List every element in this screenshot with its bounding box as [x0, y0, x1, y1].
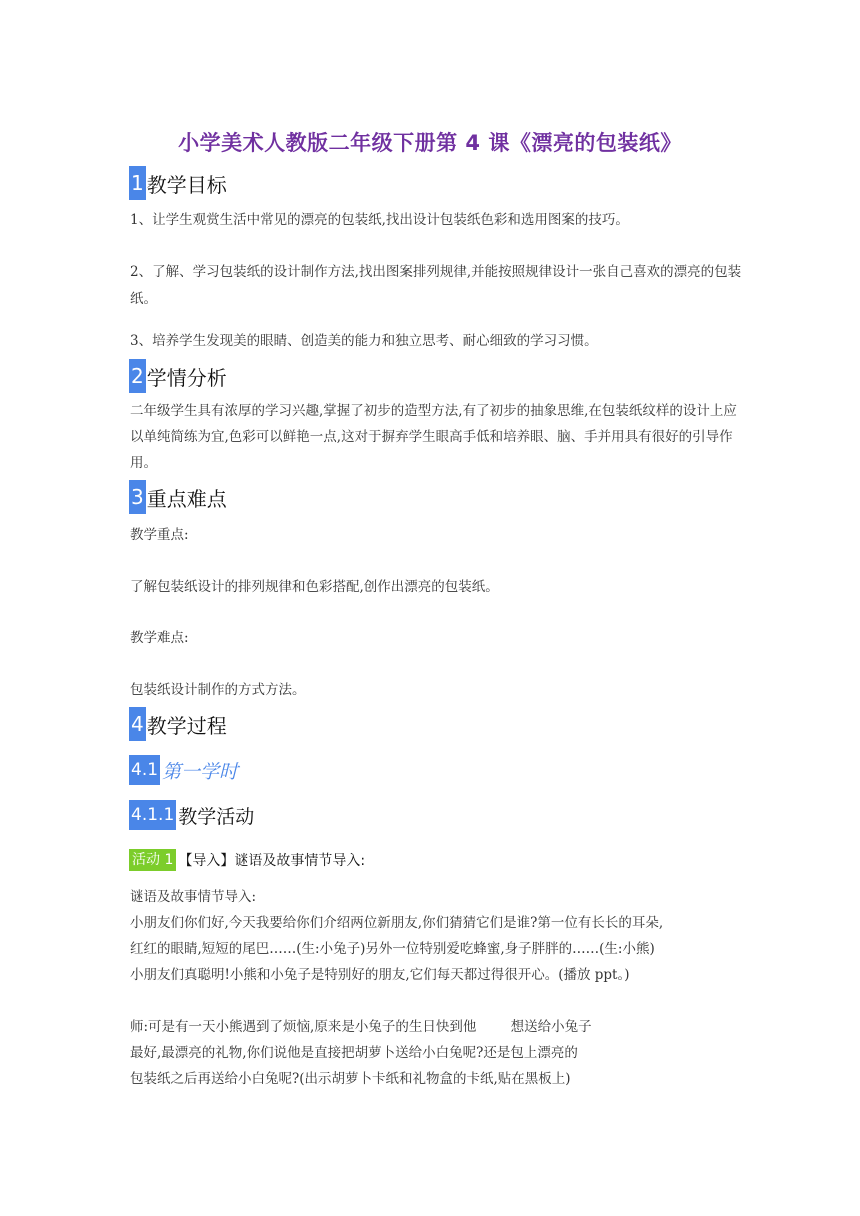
subsection-label: 第一学时 [162, 760, 239, 783]
activity-title: 【导入】谜语及故事情节导入: [178, 853, 366, 869]
goal-item-3: 3、培养学生发现美的眼睛、创造美的能力和独立思考、耐心细致的学习习惯。 [130, 333, 598, 349]
section-number: 1 [129, 166, 146, 200]
section-heading-analysis [129, 359, 227, 393]
story-line: 最好,最漂亮的礼物,你们说他是直接把胡萝卜送给小白兔呢?还是包上漂亮的 [130, 1045, 578, 1061]
subsection-heading-first-lesson [129, 755, 238, 785]
section-number: 2 [129, 359, 146, 393]
goal-item-2: 2、了解、学习包装纸的设计制作方法,找出图案排列规律,并能按照规律设计一张自己喜欢的漂亮的包装纸。 [130, 264, 742, 307]
section-label: 教学目标 [146, 172, 227, 197]
intro-line: 谜语及故事情节导入: [130, 889, 257, 905]
goal-item-1: 1、让学生观赏生活中常见的漂亮的包装纸,找出设计包装纸色彩和选用图案的技巧。 [130, 212, 629, 228]
section-number: 3 [129, 480, 146, 514]
section-label: 教学过程 [146, 713, 227, 738]
analysis-paragraph: 二年级学生具有浓厚的学习兴趣,掌握了初步的造型方法,有了初步的抽象思维,在包装纸纹样的设计上应以单纯简练为宜,色彩可以鲜艳一点,这对于摒弃学生眼高手低和培养眼、脑、手并用具有很好的引导作用。 [130, 403, 737, 471]
story-line: 师:可是有一天小熊遇到了烦恼,原来是小兔子的生日快到他 想送给小兔子 [130, 1019, 592, 1035]
story-line: 包装纸之后再送给小白兔呢?(出示胡萝卜卡纸和礼物盒的卡纸,贴在黑板上) [130, 1071, 571, 1087]
subsection-label: 教学活动 [178, 805, 255, 828]
subsection-number: 4.1 [129, 755, 160, 785]
subsection-number: 4.1.1 [129, 800, 176, 830]
section-label: 重点难点 [146, 486, 227, 511]
activity-heading [129, 849, 365, 871]
focus-label: 教学重点: [130, 527, 189, 543]
intro-line: 红红的眼睛,短短的尾巴……(生:小兔子)另外一位特别爱吃蜂蜜,身子胖胖的……(生:小熊) [130, 941, 655, 957]
intro-line: 小朋友们你们好,今天我要给你们介绍两位新朋友,你们猜猜它们是谁?第一位有长长的耳朵, [130, 915, 664, 931]
intro-line: 小朋友们真聪明!小熊和小兔子是特别好的朋友,它们每天都过得很开心。(播放 ppt。) [130, 967, 630, 983]
activity-badge: 活动 1 [129, 849, 176, 871]
difficulty-label: 教学难点: [130, 630, 189, 646]
section-heading-process [129, 707, 227, 741]
document-title: 小学美术人教版二年级下册第 4 课《漂亮的包装纸》 [178, 131, 682, 155]
focus-text: 了解包装纸设计的排列规律和色彩搭配,创作出漂亮的包装纸。 [130, 579, 499, 595]
section-number: 4 [129, 707, 146, 741]
section-heading-goals [129, 166, 227, 200]
subsection-heading-activities [129, 800, 254, 830]
section-label: 学情分析 [146, 365, 227, 390]
section-heading-key-points [129, 480, 227, 514]
difficulty-text: 包装纸设计制作的方式方法。 [130, 682, 306, 698]
